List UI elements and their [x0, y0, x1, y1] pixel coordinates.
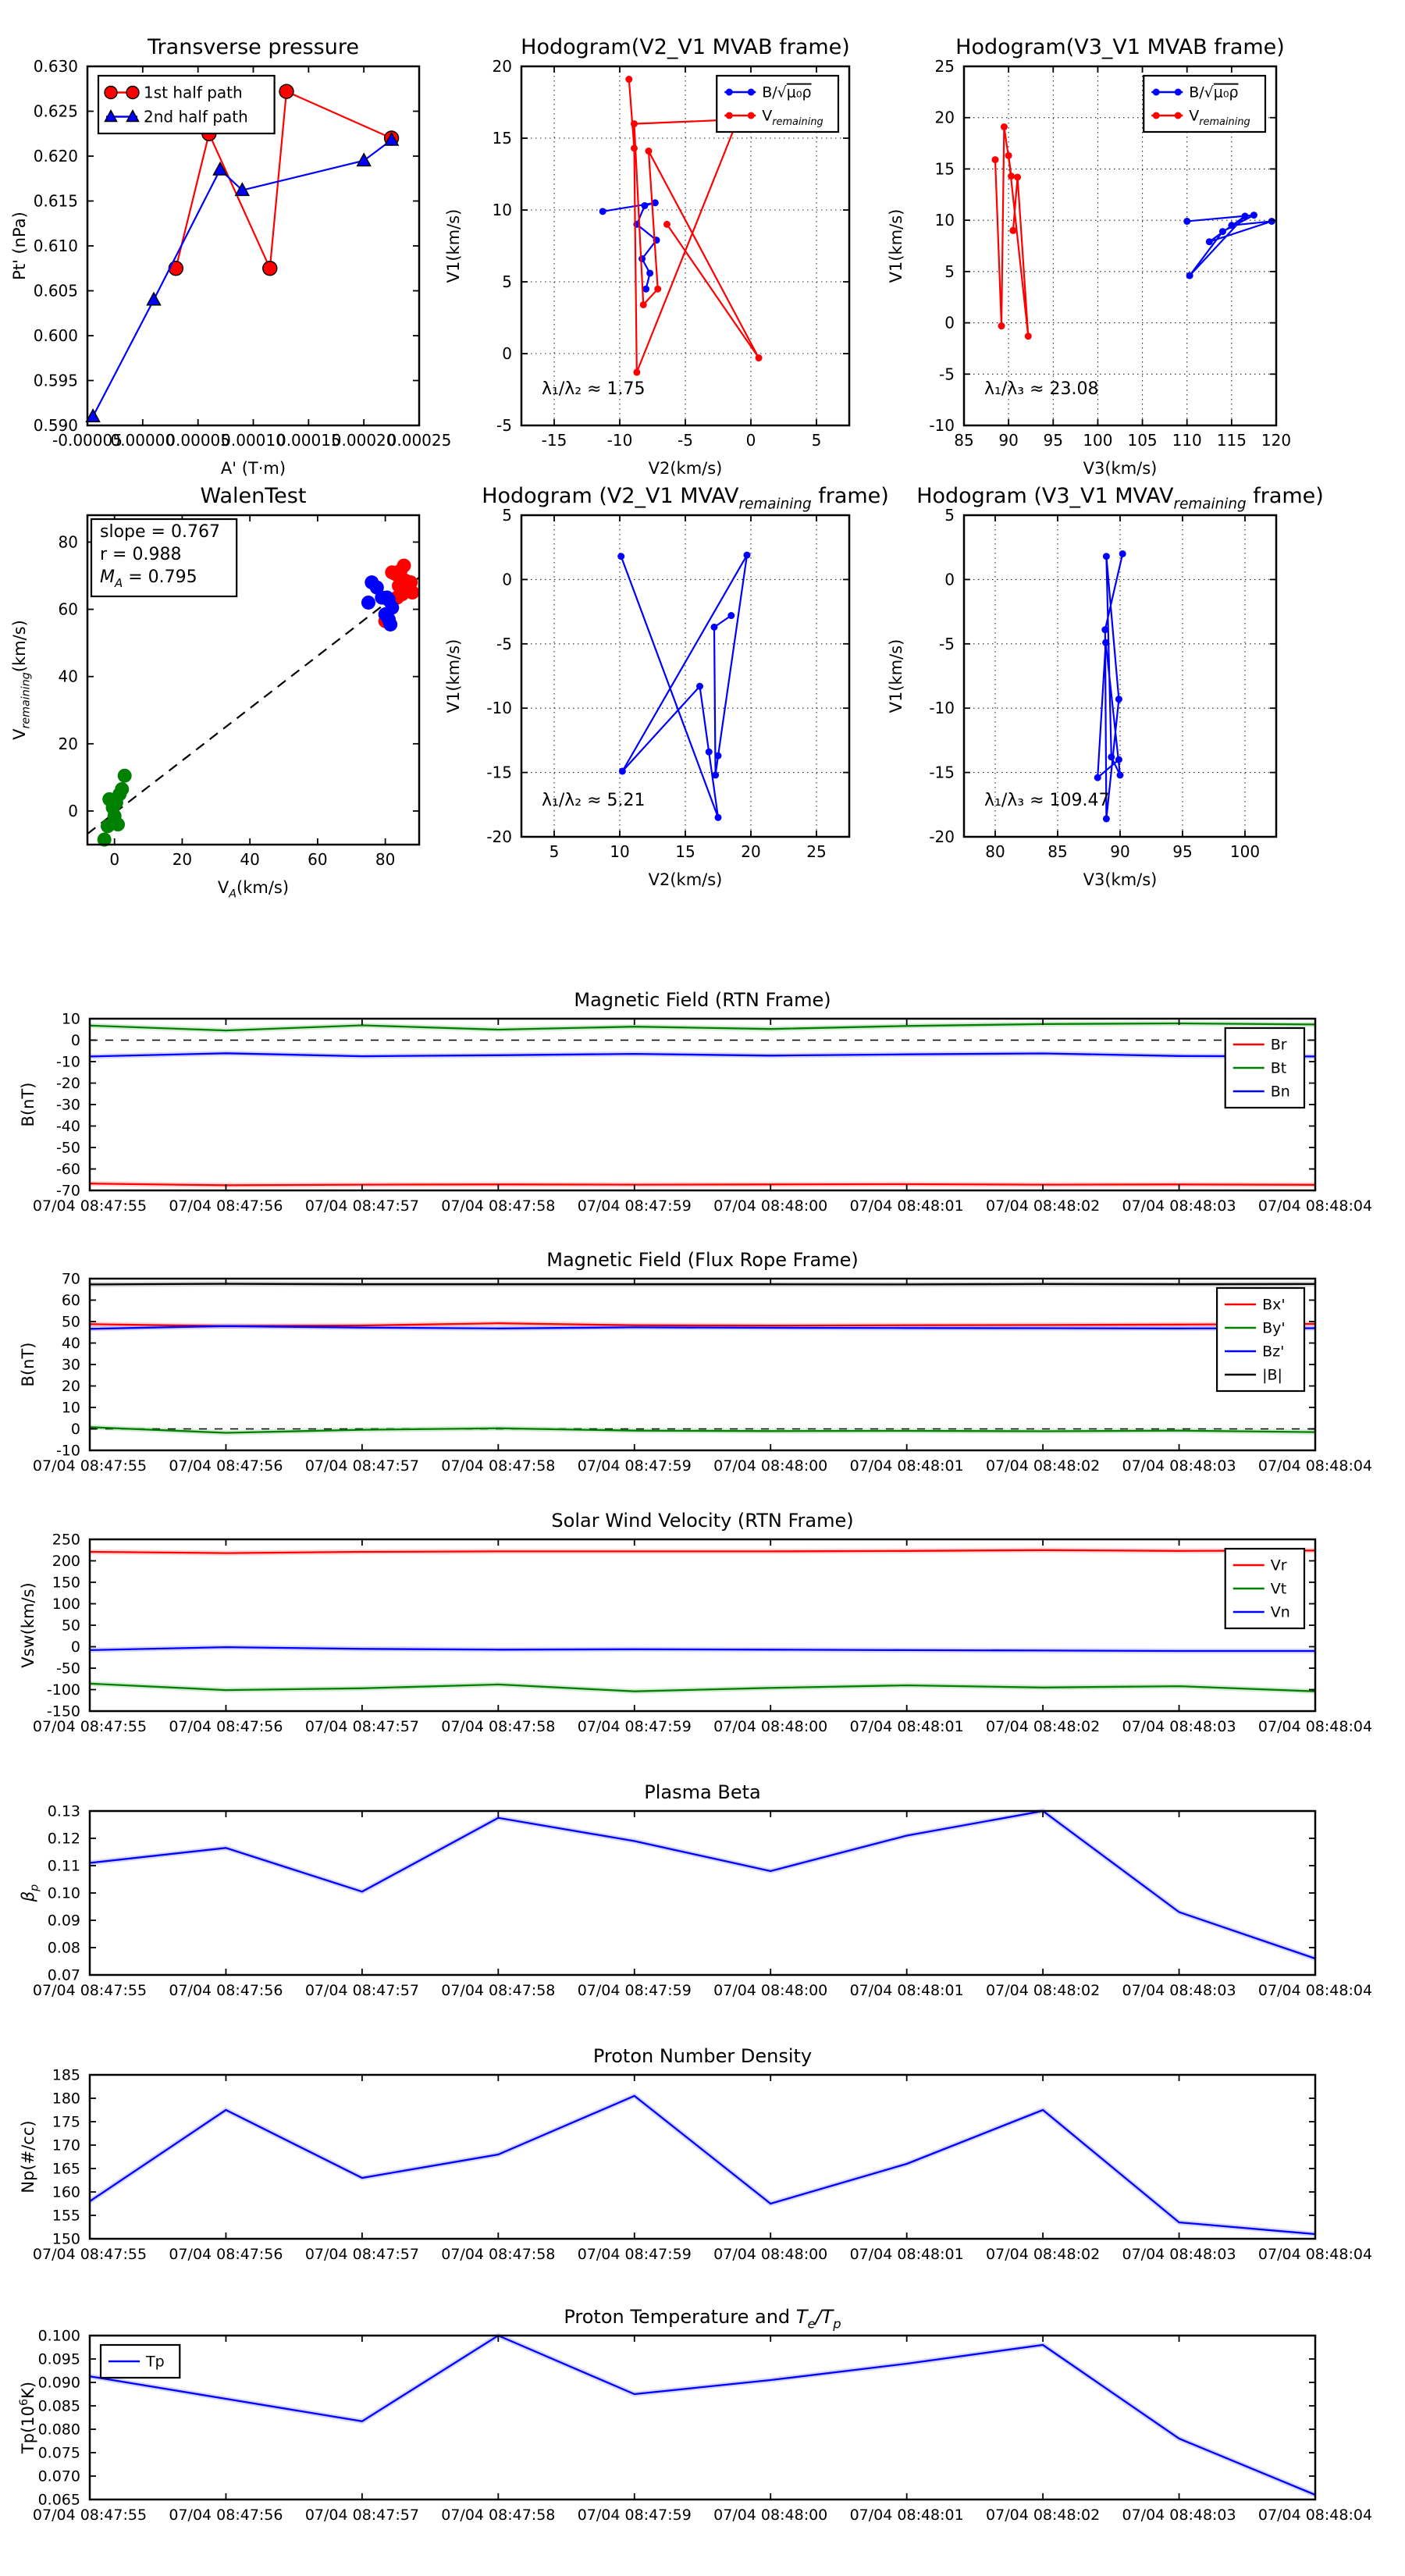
- chart-title: Hodogram (V3_V1 $MVAV_{remaining}$ frame): [916, 484, 1324, 513]
- x-tick-label: 07/04 08:48:01: [849, 2507, 964, 2524]
- x-tick-label: 07/04 08:47:56: [169, 2507, 283, 2524]
- y-tick-label: 30: [61, 1356, 80, 1374]
- x-tick-label: 07/04 08:47:58: [441, 1718, 556, 1735]
- y-tick-label: 5: [944, 262, 955, 281]
- y-tick-label: 0.12: [47, 1830, 80, 1848]
- annotation-text: λ₁/λ₂ ≈ 1.75: [542, 379, 646, 399]
- chart-vsw: [19, 1510, 1372, 1735]
- x-tick-label: 07/04 08:47:56: [169, 1718, 283, 1735]
- legend-label: Br: [1270, 1036, 1287, 1054]
- y-tick-label: 10: [934, 211, 955, 230]
- y-axis-label: Pt' (nPa): [10, 212, 29, 280]
- y-tick-label: 0.595: [33, 371, 78, 390]
- x-tick-label: 07/04 08:48:02: [986, 1197, 1101, 1215]
- legend-label: B/√μ₀ρ: [1189, 84, 1239, 101]
- y-axis-label: V1(km/s): [887, 639, 905, 713]
- y-axis-label: B(nT): [19, 1342, 37, 1387]
- y-tick-label: 150: [52, 1574, 80, 1592]
- x-tick-label: 07/04 08:47:59: [577, 1457, 692, 1475]
- x-axis-label: $V_A(km/s)$: [217, 878, 290, 901]
- legend: [1144, 76, 1265, 132]
- x-tick-label: -10: [606, 431, 633, 450]
- x-tick-label: 07/04 08:47:55: [32, 2507, 148, 2524]
- y-tick-label: -15: [929, 763, 955, 782]
- y-tick-label: 0.065: [37, 2491, 80, 2509]
- x-tick-label: 0.00010: [221, 431, 286, 450]
- x-tick-label: 07/04 08:48:01: [849, 1457, 964, 1475]
- legend-label: |B|: [1262, 1366, 1282, 1384]
- chart-title: Hodogram(V2_V1 MVAB frame): [521, 35, 850, 59]
- y-tick-label: -5: [496, 416, 512, 435]
- y-tick-label: 0.085: [37, 2397, 80, 2415]
- x-tick-label: 07/04 08:48:04: [1257, 1197, 1373, 1215]
- y-tick-label: 50: [61, 1313, 80, 1331]
- y-tick-label: -5: [496, 634, 512, 653]
- y-tick-label: -50: [55, 1660, 80, 1678]
- legend: [1225, 1028, 1304, 1108]
- y-tick-label: 10: [61, 1010, 80, 1028]
- y-tick-label: 70: [61, 1270, 80, 1288]
- y-tick-label: 0.075: [37, 2444, 80, 2462]
- chart-title: Magnetic Field (RTN Frame): [574, 989, 831, 1011]
- x-tick-label: 0.00025: [386, 431, 452, 450]
- y-tick-label: 0.100: [37, 2327, 80, 2345]
- x-tick-label: 85: [954, 431, 974, 450]
- x-tick-label: 80: [985, 842, 1005, 861]
- y-axis-label: V1(km/s): [444, 639, 463, 713]
- stats-box: [91, 519, 237, 596]
- chart-beta: [19, 1781, 1372, 1999]
- x-tick-label: 07/04 08:47:58: [441, 2507, 556, 2524]
- x-tick-label: 07/04 08:47:58: [441, 1982, 556, 1999]
- x-tick-label: 07/04 08:48:03: [1122, 1197, 1236, 1215]
- x-tick-label: 07/04 08:47:55: [32, 2246, 148, 2263]
- y-tick-label: -15: [486, 763, 512, 782]
- legend-label: 2nd half path: [144, 107, 248, 126]
- legend-label: Bn: [1270, 1083, 1290, 1101]
- x-tick-label: 120: [1261, 431, 1292, 450]
- y-tick-label: 0.10: [47, 1884, 80, 1902]
- y-axis-label: V1(km/s): [444, 208, 463, 283]
- x-tick-label: 0.00005: [165, 431, 231, 450]
- annotation-text: λ₁/λ₃ ≈ 109.47: [984, 791, 1110, 810]
- x-tick-label: 60: [308, 850, 328, 869]
- x-tick-label: 105: [1127, 431, 1158, 450]
- x-tick-label: 07/04 08:48:03: [1122, 2246, 1236, 2263]
- x-tick-label: 07/04 08:48:00: [713, 1982, 828, 1999]
- chart-hodogram_v3v1_mvab: [887, 35, 1291, 478]
- y-tick-label: 0: [944, 570, 955, 589]
- y-axis-label: Vsw(km/s): [19, 1582, 37, 1668]
- chart-np: [19, 2045, 1372, 2263]
- y-tick-label: 20: [492, 57, 512, 76]
- y-tick-label: -10: [55, 1053, 80, 1071]
- y-tick-label: 5: [502, 272, 512, 291]
- y-tick-label: -5: [939, 365, 955, 384]
- y-tick-label: 60: [58, 600, 78, 619]
- chart-hodogram_v3v1_mvav: [887, 484, 1324, 889]
- stats-line: r = 0.988: [100, 545, 182, 564]
- chart-mag_fr: [19, 1249, 1372, 1475]
- legend: [1225, 1549, 1304, 1628]
- x-tick-label: -0.00005: [52, 431, 123, 450]
- y-tick-label: 5: [502, 506, 512, 525]
- chart-transverse_pressure: [10, 35, 451, 478]
- chart-title: Solar Wind Velocity (RTN Frame): [551, 1510, 854, 1532]
- x-tick-label: 07/04 08:47:55: [32, 1457, 148, 1475]
- y-axis-label: $V_{remaining}(km/s)$: [10, 620, 33, 740]
- x-tick-label: 95: [1043, 431, 1064, 450]
- y-tick-label: 0.620: [33, 147, 78, 165]
- x-tick-label: 80: [375, 850, 396, 869]
- y-tick-label: 0.08: [47, 1939, 80, 1957]
- y-tick-label: 0.630: [33, 57, 78, 76]
- chart-title: Plasma Beta: [644, 1781, 761, 1803]
- x-tick-label: 07/04 08:48:01: [849, 2246, 964, 2263]
- y-tick-label: 25: [934, 57, 955, 76]
- y-tick-label: 170: [52, 2137, 80, 2154]
- y-tick-label: 0.600: [33, 326, 78, 345]
- y-tick-label: -30: [55, 1096, 80, 1114]
- y-tick-label: -100: [46, 1681, 80, 1699]
- y-tick-label: 5: [944, 506, 955, 525]
- x-tick-label: 15: [675, 842, 695, 861]
- y-tick-label: 0.590: [33, 416, 78, 435]
- x-tick-label: 07/04 08:47:57: [304, 1197, 419, 1215]
- chart-title: Proton Temperature and $T_e/T_p$: [564, 2306, 841, 2332]
- annotation-text: λ₁/λ₂ ≈ 5.21: [542, 791, 646, 810]
- y-tick-label: 200: [52, 1553, 80, 1571]
- x-tick-label: 07/04 08:48:02: [986, 2246, 1101, 2263]
- y-tick-label: 0.095: [37, 2350, 80, 2368]
- x-tick-label: 07/04 08:48:02: [986, 1457, 1101, 1475]
- chart-hodogram_v2v1_mvab: [444, 35, 850, 478]
- y-tick-label: 0: [70, 1421, 80, 1439]
- x-tick-label: 07/04 08:48:00: [713, 2246, 828, 2263]
- y-axis-label: $\beta_p$: [19, 1884, 41, 1902]
- y-tick-label: -10: [929, 699, 955, 718]
- legend-label: Vn: [1270, 1603, 1290, 1621]
- legend-label: Bz': [1262, 1343, 1285, 1361]
- y-tick-label: 185: [52, 2066, 80, 2084]
- annotation-text: λ₁/λ₃ ≈ 23.08: [984, 379, 1099, 399]
- legend-label: Bt: [1270, 1059, 1287, 1077]
- x-tick-label: 07/04 08:47:56: [169, 1197, 283, 1215]
- x-tick-label: 07/04 08:47:56: [169, 1457, 283, 1475]
- x-tick-label: 07/04 08:48:00: [713, 1457, 828, 1475]
- y-tick-label: -5: [939, 634, 955, 653]
- x-tick-label: 07/04 08:48:04: [1257, 1982, 1373, 1999]
- x-tick-label: 07/04 08:48:04: [1257, 1457, 1373, 1475]
- x-tick-label: 0.00020: [331, 431, 397, 450]
- chart-walen_test: [10, 484, 419, 901]
- y-tick-label: 50: [61, 1617, 80, 1635]
- x-tick-label: -15: [541, 431, 567, 450]
- x-tick-label: 07/04 08:47:57: [304, 1457, 419, 1475]
- x-tick-label: 90: [1110, 842, 1130, 861]
- x-tick-label: 07/04 08:48:00: [713, 1197, 828, 1215]
- legend: [1217, 1288, 1304, 1391]
- x-tick-label: 07/04 08:48:04: [1257, 2246, 1373, 2263]
- legend: [717, 76, 838, 132]
- y-axis-label: B(nT): [19, 1082, 37, 1127]
- chart-title: Magnetic Field (Flux Rope Frame): [546, 1249, 859, 1271]
- y-tick-label: -10: [929, 416, 955, 435]
- x-tick-label: 95: [1172, 842, 1193, 861]
- y-tick-label: -20: [486, 827, 512, 846]
- y-tick-label: -50: [55, 1139, 80, 1157]
- x-tick-label: 0.00000: [110, 431, 176, 450]
- x-tick-label: 25: [806, 842, 827, 861]
- x-tick-label: 07/04 08:47:58: [441, 1457, 556, 1475]
- legend-label: $V_{remaining}$: [1189, 107, 1250, 128]
- y-tick-label: 0.070: [37, 2467, 80, 2485]
- legend: [98, 76, 275, 133]
- y-tick-label: 100: [52, 1596, 80, 1614]
- y-tick-label: 0: [68, 801, 78, 820]
- y-axis-label: V1(km/s): [887, 208, 905, 283]
- x-tick-label: 90: [998, 431, 1019, 450]
- legend-label: Vr: [1270, 1557, 1287, 1574]
- y-tick-label: -60: [55, 1161, 80, 1179]
- chart-hodogram_v2v1_mvav: [444, 484, 889, 889]
- y-tick-label: 0.11: [47, 1857, 80, 1875]
- x-tick-label: 07/04 08:47:59: [577, 2507, 692, 2524]
- chart-title: Transverse pressure: [148, 35, 359, 59]
- y-tick-label: 160: [52, 2183, 80, 2201]
- x-axis-label: A' (T·m): [220, 459, 286, 478]
- chart-mag_rtn: [19, 989, 1372, 1215]
- stats-line: slope = 0.767: [100, 522, 220, 542]
- x-tick-label: 07/04 08:48:01: [849, 1197, 964, 1215]
- y-tick-label: 15: [934, 159, 955, 179]
- x-tick-label: -5: [678, 431, 693, 450]
- legend-label: 1st half path: [144, 83, 243, 102]
- x-tick-label: 20: [172, 850, 193, 869]
- y-tick-label: 0.07: [47, 1966, 80, 1984]
- chart-title: Hodogram(V3_V1 MVAB frame): [955, 35, 1285, 59]
- x-tick-label: 07/04 08:47:56: [169, 2246, 283, 2263]
- y-tick-label: 175: [52, 2113, 80, 2131]
- x-tick-label: 07/04 08:47:57: [304, 1718, 419, 1735]
- x-tick-label: 0.00015: [276, 431, 341, 450]
- y-tick-label: -10: [55, 1442, 80, 1460]
- x-tick-label: 07/04 08:47:55: [32, 1197, 148, 1215]
- chart-title: Hodogram (V2_V1 $MVAV_{remaining}$ frame): [482, 484, 889, 513]
- x-axis-label: V3(km/s): [1083, 870, 1158, 889]
- x-tick-label: 07/04 08:48:02: [986, 2507, 1101, 2524]
- x-axis-label: V2(km/s): [648, 870, 723, 889]
- x-tick-label: 07/04 08:47:55: [32, 1718, 148, 1735]
- x-tick-label: 07/04 08:48:01: [849, 1982, 964, 1999]
- y-tick-label: 40: [58, 667, 78, 686]
- x-tick-label: 07/04 08:48:00: [713, 2507, 828, 2524]
- x-tick-label: 07/04 08:48:03: [1122, 2507, 1236, 2524]
- chart-tp: [18, 2306, 1372, 2524]
- legend-label: Tp: [146, 2353, 165, 2371]
- y-tick-label: -10: [486, 699, 512, 718]
- y-tick-label: 0: [502, 344, 512, 363]
- x-tick-label: 07/04 08:47:58: [441, 2246, 556, 2263]
- x-tick-label: 85: [1048, 842, 1068, 861]
- y-tick-label: 0.605: [33, 281, 78, 301]
- x-tick-label: 07/04 08:48:03: [1122, 1457, 1236, 1475]
- y-tick-label: 0: [944, 313, 955, 333]
- y-axis-label: $Tp(10^6K)$: [18, 2381, 37, 2454]
- y-tick-label: 250: [52, 1531, 80, 1549]
- x-tick-label: 07/04 08:47:57: [304, 2246, 419, 2263]
- legend-label: Bx': [1262, 1296, 1286, 1314]
- x-tick-label: 40: [240, 850, 260, 869]
- x-tick-label: 07/04 08:47:59: [577, 1197, 692, 1215]
- x-tick-label: 07/04 08:47:59: [577, 1718, 692, 1735]
- y-tick-label: 20: [61, 1378, 80, 1396]
- x-tick-label: 110: [1172, 431, 1202, 450]
- y-tick-label: 10: [61, 1399, 80, 1417]
- y-tick-label: 155: [52, 2207, 80, 2225]
- x-tick-label: 07/04 08:47:59: [577, 1982, 692, 1999]
- x-tick-label: 07/04 08:47:56: [169, 1982, 283, 1999]
- x-tick-label: 07/04 08:47:59: [577, 2246, 692, 2263]
- x-tick-label: 10: [610, 842, 630, 861]
- y-tick-label: 20: [934, 108, 955, 127]
- y-tick-label: 40: [61, 1335, 80, 1353]
- y-tick-label: 180: [52, 2090, 80, 2108]
- y-tick-label: 80: [58, 532, 78, 552]
- y-tick-label: 60: [61, 1292, 80, 1310]
- x-tick-label: 5: [811, 431, 822, 450]
- x-tick-label: 07/04 08:47:58: [441, 1197, 556, 1215]
- legend-label: $V_{remaining}$: [762, 107, 823, 128]
- y-tick-label: -150: [46, 1703, 80, 1720]
- x-tick-label: 5: [549, 842, 560, 861]
- x-tick-label: 07/04 08:47:57: [304, 2507, 419, 2524]
- legend: [101, 2345, 180, 2378]
- y-tick-label: 0.09: [47, 1912, 80, 1930]
- y-tick-label: -20: [55, 1075, 80, 1093]
- y-tick-label: -20: [929, 827, 955, 846]
- x-tick-label: 07/04 08:48:04: [1257, 2507, 1373, 2524]
- x-tick-label: 07/04 08:48:02: [986, 1982, 1101, 1999]
- y-tick-label: -70: [55, 1182, 80, 1200]
- legend-label: B/√μ₀ρ: [762, 84, 812, 101]
- x-tick-label: 0: [745, 431, 756, 450]
- y-tick-label: 0.615: [33, 191, 78, 211]
- x-tick-label: 07/04 08:47:55: [32, 1982, 148, 1999]
- y-tick-label: 0: [70, 1032, 80, 1050]
- y-tick-label: 150: [52, 2230, 80, 2248]
- y-tick-label: 165: [52, 2160, 80, 2178]
- x-axis-label: V3(km/s): [1083, 459, 1158, 478]
- y-tick-label: 0.080: [37, 2421, 80, 2439]
- stats-line: $M_A = 0.795$: [100, 568, 197, 590]
- y-tick-label: 10: [492, 201, 512, 219]
- legend-label: By': [1262, 1319, 1286, 1337]
- y-tick-label: 0: [70, 1638, 80, 1656]
- x-tick-label: 20: [741, 842, 761, 861]
- x-tick-label: 07/04 08:48:03: [1122, 1718, 1236, 1735]
- x-tick-label: 07/04 08:48:03: [1122, 1982, 1236, 1999]
- x-axis-label: V2(km/s): [648, 459, 723, 478]
- chart-title: WalenTest: [200, 484, 307, 508]
- y-tick-label: 20: [58, 734, 78, 753]
- x-tick-label: 100: [1229, 842, 1261, 861]
- y-tick-label: 0.625: [33, 101, 78, 121]
- x-tick-label: 07/04 08:47:57: [304, 1982, 419, 1999]
- x-tick-label: 115: [1216, 431, 1247, 450]
- x-tick-label: 07/04 08:48:04: [1257, 1718, 1373, 1735]
- x-tick-label: 0: [109, 850, 120, 869]
- x-tick-label: 100: [1083, 431, 1113, 450]
- y-tick-label: 0.090: [37, 2374, 80, 2392]
- x-tick-label: 07/04 08:48:01: [849, 1718, 964, 1735]
- y-tick-label: 15: [492, 129, 512, 148]
- x-tick-label: 07/04 08:48:02: [986, 1718, 1101, 1735]
- legend-label: Vt: [1270, 1580, 1287, 1598]
- y-tick-label: 0.13: [47, 1802, 80, 1820]
- y-axis-label: Np(#/cc): [19, 2120, 37, 2194]
- y-tick-label: 0.610: [33, 237, 78, 255]
- x-tick-label: 07/04 08:48:00: [713, 1718, 828, 1735]
- chart-title: Proton Number Density: [592, 2045, 813, 2067]
- y-tick-label: -40: [55, 1118, 80, 1136]
- y-tick-label: 0: [502, 570, 512, 589]
